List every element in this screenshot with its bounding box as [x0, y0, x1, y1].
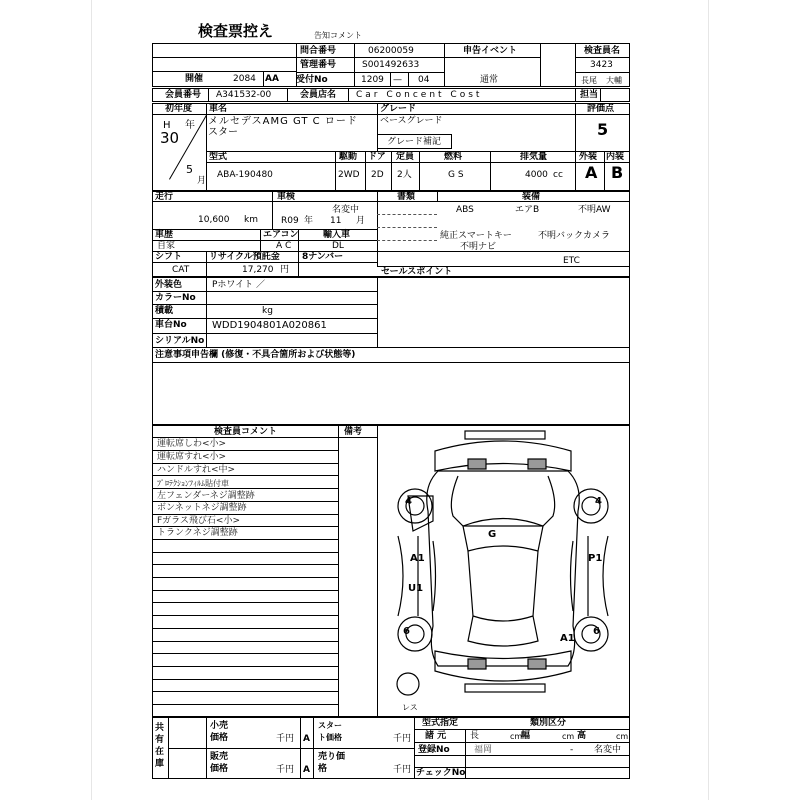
kaisai-value: 2084 [233, 74, 256, 84]
soko-unit: km [244, 215, 258, 225]
check-label: チェックNo [416, 768, 466, 778]
katashiki-label: 型式 [209, 152, 228, 162]
hyoka-label: 評価点 [587, 104, 615, 114]
comment-row-line [152, 666, 338, 667]
kouri-label: 小売価格 [210, 721, 229, 743]
grade-hosei-label: グレード補記 [387, 137, 442, 147]
grade-label: グレード [380, 104, 417, 114]
left-side-body [398, 536, 418, 616]
naiso-value: B [611, 163, 624, 182]
aircon-value: A C [276, 241, 292, 251]
colorno-label: カラーNo [155, 293, 196, 303]
yunyu-value: DL [332, 241, 344, 251]
comment-row-line [152, 615, 338, 616]
rear-window [468, 616, 538, 646]
haba-unit: cm [562, 732, 575, 741]
car-name-line2: スター [208, 127, 238, 138]
store-label: 会員店名 [300, 90, 337, 100]
spare-tire [397, 673, 419, 695]
uketsuke-value: 1209 [361, 75, 384, 85]
equipment-aw: 不明AW [578, 205, 611, 215]
toroku-dash: - [570, 745, 574, 755]
rear-right-wheel [574, 617, 608, 651]
kaiin-label: 会員番号 [165, 90, 202, 100]
door-value: 2D [371, 170, 384, 180]
sekisai-label: 積載 [155, 306, 174, 316]
equipment-etc: ETC [563, 256, 580, 266]
comment-row-line [152, 577, 338, 578]
rear-left-light [468, 659, 486, 669]
toroku-status: 名変中 [594, 745, 622, 755]
uketsuke-sub: 04 [418, 75, 430, 85]
comment-row-line [152, 488, 338, 489]
soko-label: 走行 [155, 192, 174, 202]
store-value: Car Concent Cost [356, 90, 483, 100]
mark-front-left: 4 [405, 496, 412, 507]
comment-line: ﾌﾟﾛﾃｸｼｮﾝﾌｨﾙﾑ貼付車 [157, 479, 229, 488]
comment-line: 運転席すれ<小> [157, 452, 227, 462]
mark-rear-right: 6 [593, 626, 600, 637]
shorui-label: 書類 [397, 192, 416, 202]
comment-row-line [152, 590, 338, 591]
hyoka-value: 5 [597, 120, 609, 139]
shoyuu-label: 諸 元 [425, 731, 447, 741]
toiawase-value: 06200059 [368, 46, 414, 56]
teiin-label: 定員 [396, 152, 415, 162]
recycle-unit: 円 [280, 265, 290, 275]
cabin-lines [468, 551, 538, 616]
uketsuke-label: 受付No [296, 75, 328, 85]
comment-row-line [152, 552, 338, 553]
rear-right-light [528, 659, 546, 669]
comment-line: トランクネジ調整跡 [157, 528, 238, 538]
yunyu-label: 輸入車 [323, 230, 351, 240]
taka-label: 高 [577, 731, 587, 741]
a-mark-1: A [303, 734, 310, 744]
mark-left-front-door: A1 [410, 553, 425, 564]
comment-row-line [152, 691, 338, 692]
shaken-status: 名変中 [332, 205, 360, 215]
mark-front-right: 4 [595, 496, 602, 507]
equipment-airbag: エアB [515, 205, 540, 215]
front-left-light [468, 459, 486, 469]
hanbai-unit: 千円 [276, 765, 295, 775]
ruibetsu-label: 類別区分 [530, 718, 567, 728]
sales-label: セールスポイント [381, 267, 453, 277]
front-section [435, 441, 571, 471]
front-right-light [528, 459, 546, 469]
soko-value: 10,600 [198, 215, 230, 225]
shaken-era: R09 [281, 216, 299, 226]
taka-unit: cm [616, 732, 629, 741]
gaiso-value: A [585, 163, 598, 182]
mark-right-front-door: P1 [588, 553, 603, 564]
car-diagram [378, 426, 629, 716]
shaken-month: 11 [330, 216, 342, 226]
equipment-abs: ABS [456, 205, 474, 215]
cho-unit: cm [510, 732, 523, 741]
kaisai-label: 開催 [185, 74, 204, 84]
kanri-label: 管理番号 [300, 60, 337, 70]
resu-label: レス [402, 703, 418, 712]
gaisoshoku-value: Pホワイト ／ [212, 280, 266, 290]
shadaino-label: 車台No [155, 320, 187, 330]
cho-label: 長 [470, 731, 480, 741]
comments-header: 検査員コメント [214, 427, 278, 437]
comment-row-line [152, 653, 338, 654]
mark-rear-left: 6 [403, 626, 410, 637]
mark-left-sill: U1 [408, 583, 424, 594]
shinkoku-value: 通常 [480, 75, 499, 85]
start-unit: 千円 [393, 734, 412, 744]
shaken-label: 車検 [277, 192, 296, 202]
nenryo-label: 燃料 [444, 152, 463, 162]
nenryo-value: G S [448, 170, 464, 180]
comment-row-line [152, 526, 338, 527]
shareki-label: 車歴 [155, 230, 174, 240]
first-month: 5 [186, 163, 193, 176]
mark-windshield: G [488, 529, 497, 540]
kaisai-code: AA [265, 74, 279, 84]
comment-line: 運転席しわ<小> [157, 439, 227, 449]
hanbai-label: 販売価格 [210, 752, 229, 774]
haiki-label: 排気量 [520, 152, 548, 162]
comment-row-line [152, 514, 338, 515]
sobi-label: 装備 [522, 192, 541, 202]
naiso-label: 内装 [606, 152, 625, 162]
kudo-label: 駆動 [339, 152, 358, 162]
comment-row-line [152, 475, 338, 476]
mark-rear-quarter: A1 [560, 633, 575, 644]
katashiki-shitei-label: 型式指定 [422, 718, 459, 728]
recycle-value: 17,270 [242, 265, 274, 275]
kouri-unit: 千円 [276, 734, 295, 744]
tanto-label: 担当 [580, 90, 599, 100]
kensain-name1: 長尾 [581, 76, 597, 85]
year-unit: 年 [185, 120, 195, 131]
kyoyu-label: 共有在庫 [155, 723, 165, 769]
comment-row-line [152, 628, 338, 629]
gaisoshoku-label: 外装色 [155, 280, 183, 290]
number8-label: 8ナンバー [302, 252, 344, 262]
aircon-label: エアコン [263, 230, 299, 240]
uri-label: 売り価格 [318, 752, 346, 774]
comment-line: ボンネットネジ調整跡 [157, 503, 247, 513]
haiki-value: 4000 [525, 170, 548, 180]
grade-value: ベースグレード [380, 116, 443, 126]
kensain-id: 3423 [590, 60, 613, 70]
comment-row-line [152, 463, 338, 464]
toroku-value: 福岡 [474, 745, 493, 755]
kaiin-value: A341532-00 [216, 90, 272, 100]
gaiso-label: 外装 [579, 152, 598, 162]
kudo-value: 2WD [338, 170, 360, 180]
shinkoku-label: 申告イベント [463, 46, 518, 56]
first-year: 30 [160, 129, 180, 147]
car-name-line1: メルセデスAMG GT C ロード [208, 116, 358, 127]
shaken-year-unit: 年 [304, 216, 314, 226]
kensain-name2: 大輔 [606, 76, 622, 85]
comment-row-line [152, 641, 338, 642]
equipment-camera: 不明バックカメラ [538, 231, 611, 241]
haiki-unit: cc [553, 170, 563, 180]
equipment-navi: 不明ナビ [460, 242, 497, 252]
shonendo-label: 初年度 [165, 104, 193, 114]
sekisai-unit: kg [262, 306, 273, 316]
era: H [163, 120, 171, 131]
shareki-value: 自家 [157, 241, 176, 251]
windshield [463, 519, 543, 552]
start-label: スタート価格 [318, 721, 342, 742]
comment-row-line [152, 679, 338, 680]
car-name-label: 車名 [209, 104, 228, 114]
comment-line: ハンドルすれ<中> [157, 465, 236, 475]
comment-row-line [152, 602, 338, 603]
shift-label: シフト [155, 252, 183, 262]
right-side-body [588, 536, 608, 616]
door-label: ドア [368, 152, 386, 162]
biko-label: 備考 [344, 427, 363, 437]
notice-comment-label: 告知コメント [314, 31, 362, 40]
comment-row-line [152, 450, 338, 451]
equipment-smartkey: 純正スマートキー [440, 231, 512, 241]
kensain-label: 検査員名 [584, 46, 621, 56]
haba-label: 幅 [521, 731, 531, 741]
comment-row-line [152, 501, 338, 502]
kanri-value: S001492633 [362, 60, 420, 70]
teiin-value: 2人 [397, 170, 412, 180]
shift-value: CAT [172, 265, 190, 275]
month-unit: 月 [197, 176, 207, 186]
body-outline [427, 471, 580, 666]
comment-row-line [152, 704, 338, 705]
serial-label: シリアルNo [155, 336, 205, 346]
recycle-label: リサイクル預託金 [209, 252, 280, 262]
shadaino-value: WDD1904801A020861 [212, 320, 327, 331]
rear-bumper [465, 684, 545, 692]
uri-unit: 千円 [393, 765, 412, 775]
document-title: 検査票控え [198, 22, 274, 40]
shaken-month-unit: 月 [356, 216, 366, 226]
top-bumper [465, 431, 545, 439]
uketsuke-dash: — [393, 75, 402, 85]
toiawase-label: 問合番号 [300, 46, 337, 56]
comment-line: 左フェンダーネジ調整跡 [157, 491, 255, 501]
toroku-label: 登録No [418, 745, 450, 755]
notice-label: 注意事項申告欄 (修復・不具合箇所および状態等) [155, 350, 356, 360]
katashiki-value: ABA-190480 [217, 170, 273, 180]
comment-line: Fガラス飛び石<小> [157, 516, 240, 526]
comment-row-line [152, 564, 338, 565]
comment-row-line [152, 539, 338, 540]
a-mark-2: A [303, 765, 310, 775]
